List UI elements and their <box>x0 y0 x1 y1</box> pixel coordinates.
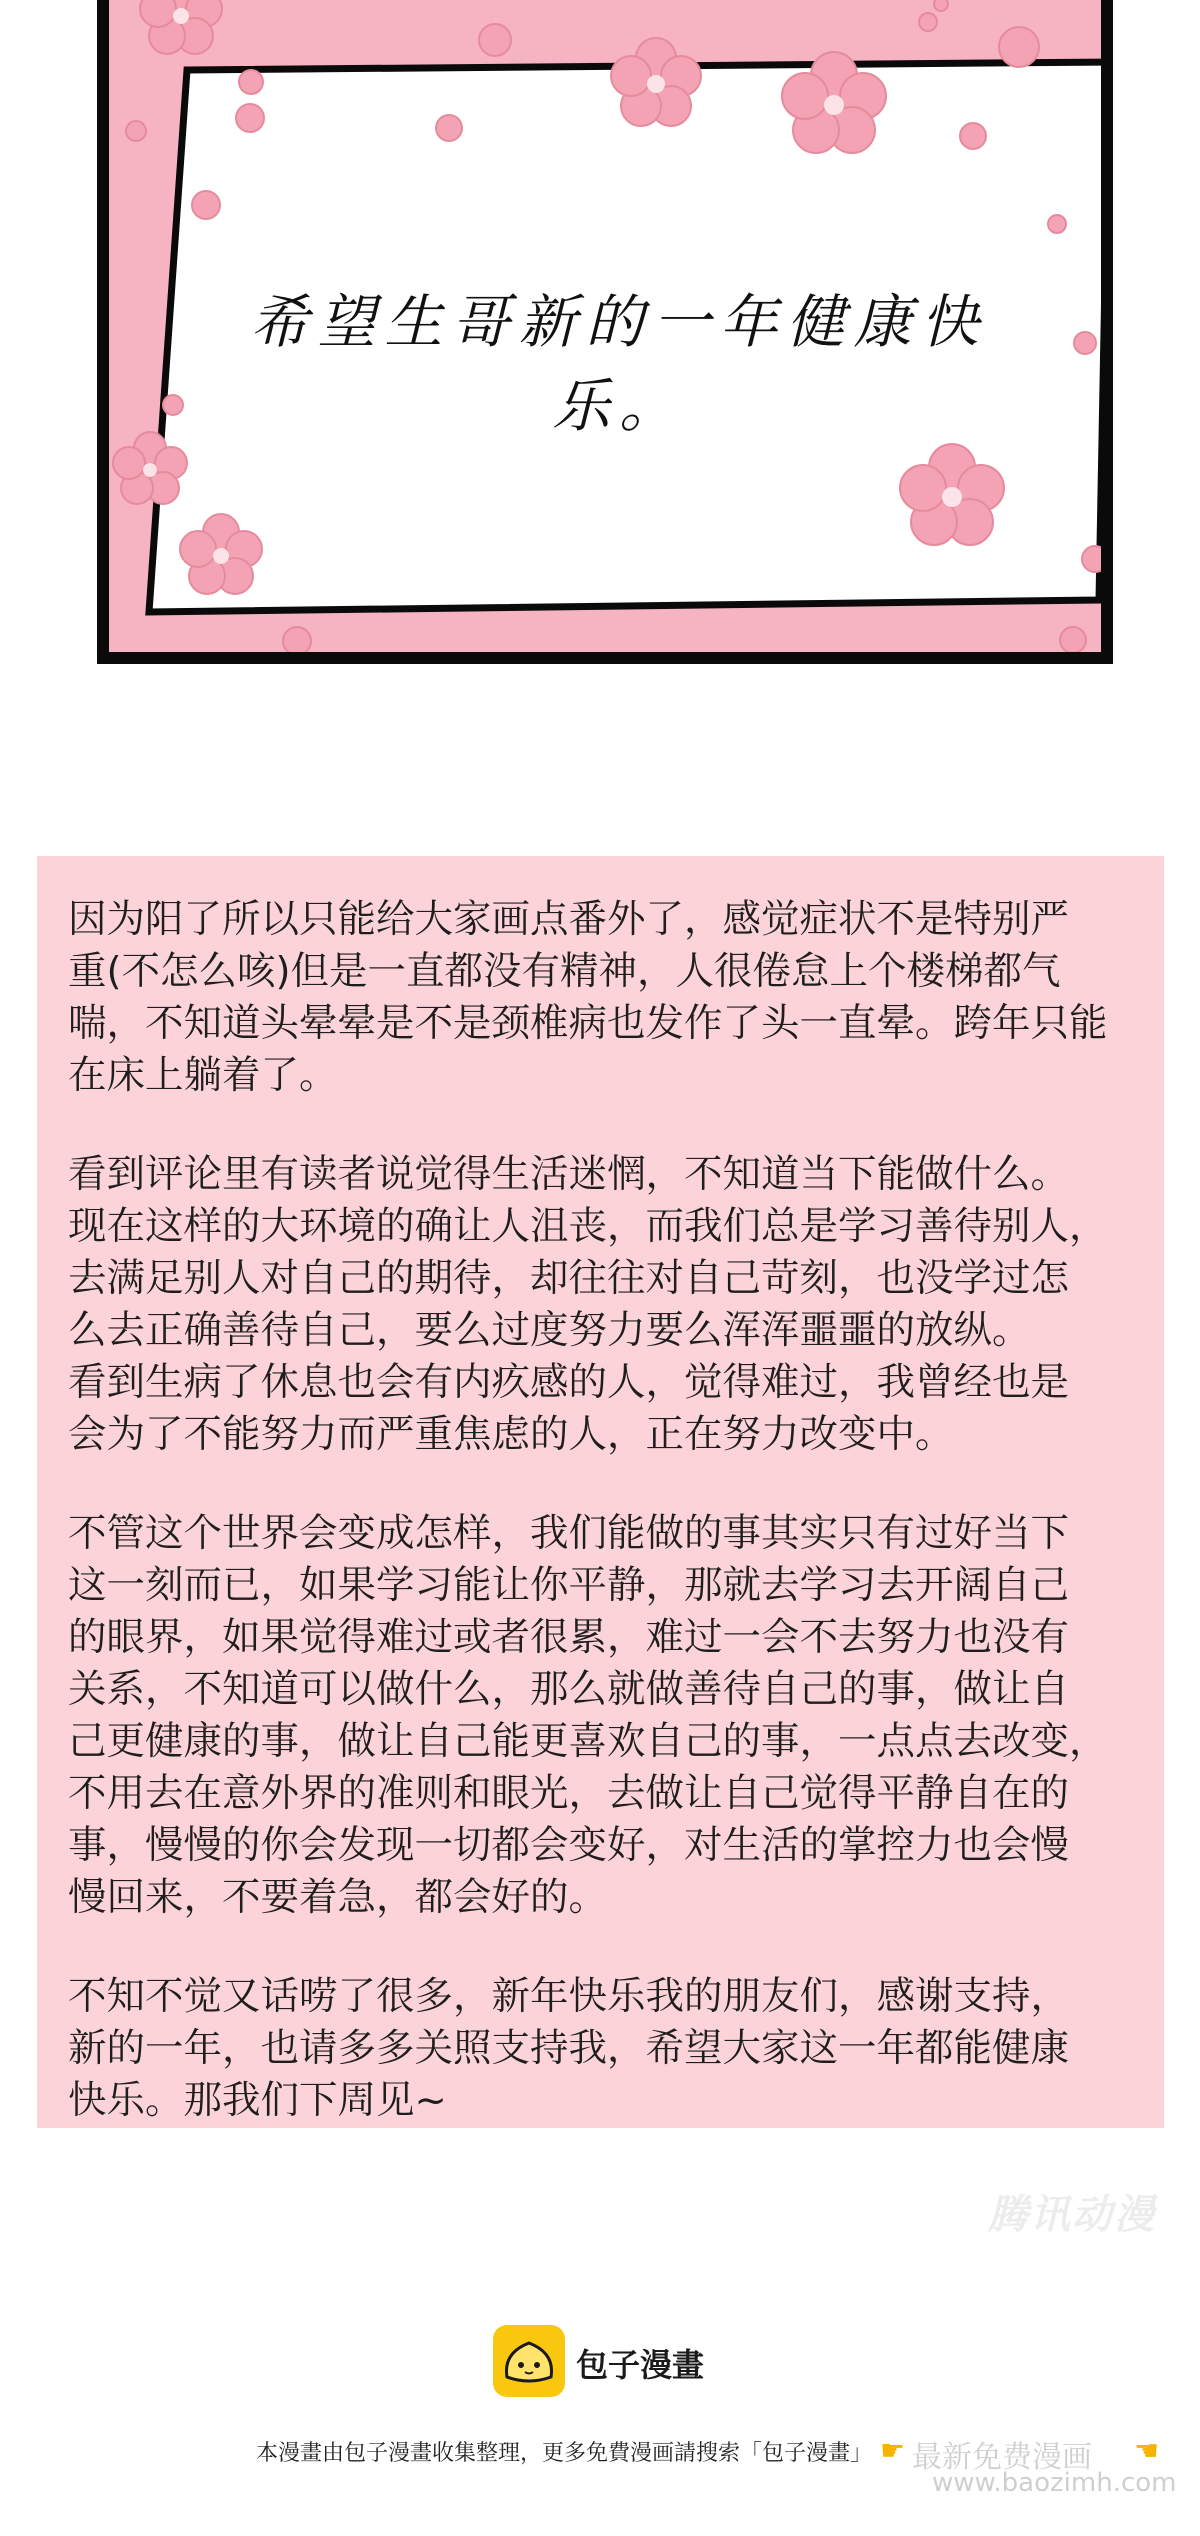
footer-text: 本漫畫由包子漫畫收集整理，更多免費漫画請搜索「包子漫畫」 <box>256 2441 873 2466</box>
pointing-hand-icon: ☚ <box>1134 2434 1160 2467</box>
baozi-logo-name: 包子漫畫 <box>576 2346 705 2384</box>
baozi-watermark-line1: 最新免费漫画 <box>912 2440 1092 2475</box>
baozi-logo-icon <box>493 2325 565 2397</box>
tencent-watermark: 腾讯动漫 <box>988 2192 1156 2238</box>
note-paragraph-3: 不管这个世界会变成怎样，我们能做的事其实只有过好当下 这一刻而已，如果学习能让你平静，那就去学习去开阔自己 的眼界，如果觉得难过或者很累，难过一会不去努力也没有 关系，不知道可以做什么，那么就做善待自己的事，做让自 己更健康的事，做让自己能更喜欢自己的事，一点点去改变， 不用去在意外界的准则和眼光，去做让自己觉得平静自在的 事，慢慢的你会发现一切都会变好，对生活的掌控力也会慢 慢回来，不要着急，都会好的。 <box>68 1511 1108 1920</box>
author-note <box>37 856 1164 2128</box>
flower-icon <box>140 0 222 54</box>
comic-panel <box>97 0 1113 664</box>
panel-caption: 希望生哥新的一年健康快乐。 <box>250 288 988 440</box>
pointing-hand-icon: ☛ <box>880 2434 906 2467</box>
note-paragraph-2: 看到评论里有读者说觉得生活迷惘，不知道当下能做什么。 现在这样的大环境的确让人沮丧，而我们总是学习善待别人， 去满足别人对自己的期待，却往往对自己苛刻，也没学过怎 么去正确善待自己，要么过度努力要么浑浑噩噩的放纵。 看到生病了休息也会有内疚感的人，觉得难过，我曾经也是 会为了不能努力而严重焦虑的人，正在努力改变中。 <box>68 1152 1108 1457</box>
baozi-watermark-line2: www.baozimh.com <box>932 2468 1177 2498</box>
baozi-watermark <box>872 2426 1178 2502</box>
note-paragraph-1: 因为阳了所以只能给大家画点番外了，感觉症状不是特别严 重(不怎么咳)但是一直都没有精神，人很倦怠上个楼梯都气 喘，不知道头晕晕是不是颈椎病也发作了头一直晕。跨年只能 在床上躺着了。 <box>68 897 1108 1098</box>
flower-icon <box>611 38 701 126</box>
note-paragraph-4: 不知不觉又话唠了很多，新年快乐我的朋友们，感谢支持， 新的一年，也请多多关照支持我，希望大家这一年都能健康 快乐。那我们下周见~ <box>68 1974 1070 2123</box>
